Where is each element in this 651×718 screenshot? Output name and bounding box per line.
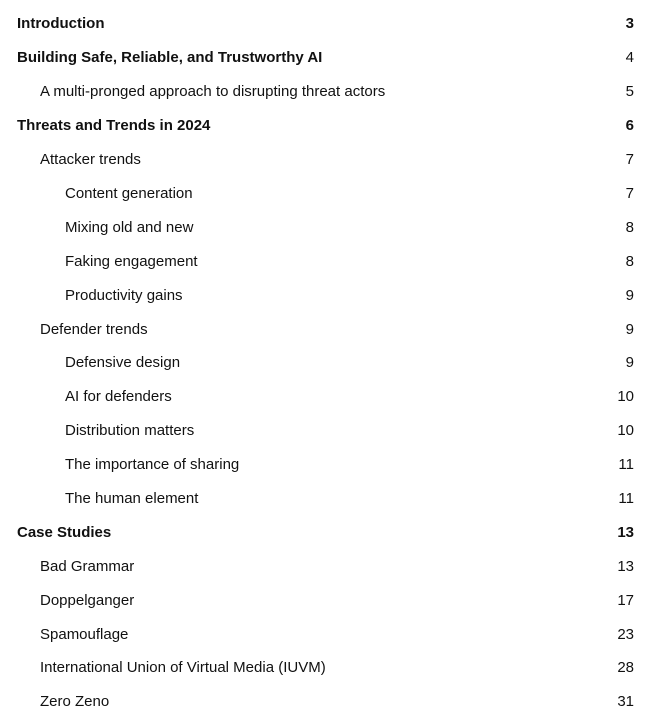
- toc-entry-title: A multi-pronged approach to disrupting threat actors: [40, 83, 386, 100]
- toc-entry-human-element[interactable]: [0, 487, 651, 511]
- toc-entry-importance-of-sharing[interactable]: [0, 453, 651, 477]
- toc-entry-mixing-old-and-new[interactable]: [0, 216, 651, 240]
- toc-entry-title: Case Studies: [17, 524, 112, 541]
- toc-entry-page: 6: [625, 117, 634, 134]
- toc-entry-spamouflage[interactable]: [0, 623, 651, 647]
- toc-entry-title: Defender trends: [40, 321, 148, 338]
- toc-entry-title: Content generation: [65, 185, 193, 202]
- toc-entry-page: 7: [625, 151, 634, 168]
- toc-entry-title: The importance of sharing: [65, 456, 240, 473]
- toc-entry-title: Introduction: [17, 15, 105, 32]
- toc-entry-building-safe-ai[interactable]: [0, 46, 651, 70]
- toc-entry-title: Mixing old and new: [65, 219, 194, 236]
- toc-entry-page: 9: [625, 354, 634, 371]
- toc-entry-defensive-design[interactable]: [0, 351, 651, 375]
- toc-entry-case-studies[interactable]: [0, 521, 651, 545]
- toc-entry-page: 11: [618, 456, 634, 473]
- toc-entry-productivity-gains[interactable]: [0, 284, 651, 308]
- toc-entry-faking-engagement[interactable]: [0, 250, 651, 274]
- toc-entry-threats-and-trends[interactable]: [0, 114, 651, 138]
- toc-entry-page: 8: [625, 253, 634, 270]
- toc-entry-page: 9: [625, 287, 634, 304]
- toc-entry-page: 10: [617, 388, 634, 405]
- toc-entry-page: 11: [618, 490, 634, 507]
- toc-entry-attacker-trends[interactable]: [0, 148, 651, 172]
- toc-entry-title: Distribution matters: [65, 422, 195, 439]
- toc-entry-page: 13: [617, 524, 634, 541]
- toc-entry-introduction[interactable]: [0, 12, 651, 36]
- toc-entry-content-generation[interactable]: [0, 182, 651, 206]
- toc-entry-title: Zero Zeno: [40, 693, 110, 710]
- toc-entry-zero-zeno[interactable]: [0, 690, 651, 714]
- toc-entry-ai-for-defenders[interactable]: [0, 385, 651, 409]
- toc-entry-page: 13: [617, 558, 634, 575]
- toc-entry-bad-grammar[interactable]: [0, 555, 651, 579]
- toc-entry-page: 3: [625, 15, 634, 32]
- toc-entry-title: Spamouflage: [40, 626, 129, 643]
- toc-entry-title: The human element: [65, 490, 199, 507]
- toc-entry-title: Faking engagement: [65, 253, 198, 270]
- toc-entry-title: Doppelganger: [40, 592, 135, 609]
- toc-entry-iuvm[interactable]: [0, 656, 651, 680]
- toc-entry-defender-trends[interactable]: [0, 318, 651, 342]
- toc-entry-page: 17: [617, 592, 634, 609]
- toc-entry-distribution-matters[interactable]: [0, 419, 651, 443]
- toc-entry-title: International Union of Virtual Media (IUVM): [40, 659, 326, 676]
- toc-entry-page: 4: [625, 49, 634, 66]
- toc-entry-page: 7: [625, 185, 634, 202]
- toc-entry-page: 28: [617, 659, 634, 676]
- toc-entry-title: AI for defenders: [65, 388, 172, 405]
- toc-entry-page: 10: [617, 422, 634, 439]
- toc-entry-page: 8: [625, 219, 634, 236]
- toc-entry-title: Building Safe, Reliable, and Trustworthy AI: [17, 49, 323, 66]
- toc-entry-title: Bad Grammar: [40, 558, 135, 575]
- toc-entry-page: 31: [617, 693, 634, 710]
- toc-entry-page: 23: [617, 626, 634, 643]
- toc-entry-multi-pronged-approach[interactable]: [0, 80, 651, 104]
- toc-entry-page: 5: [625, 83, 634, 100]
- toc-entry-doppelganger[interactable]: [0, 589, 651, 613]
- toc-entry-page: 9: [625, 321, 634, 338]
- toc-entry-title: Productivity gains: [65, 287, 183, 304]
- toc-entry-title: Defensive design: [65, 354, 181, 371]
- toc-entry-title: Attacker trends: [40, 151, 141, 168]
- toc-entry-title: Threats and Trends in 2024: [17, 117, 211, 134]
